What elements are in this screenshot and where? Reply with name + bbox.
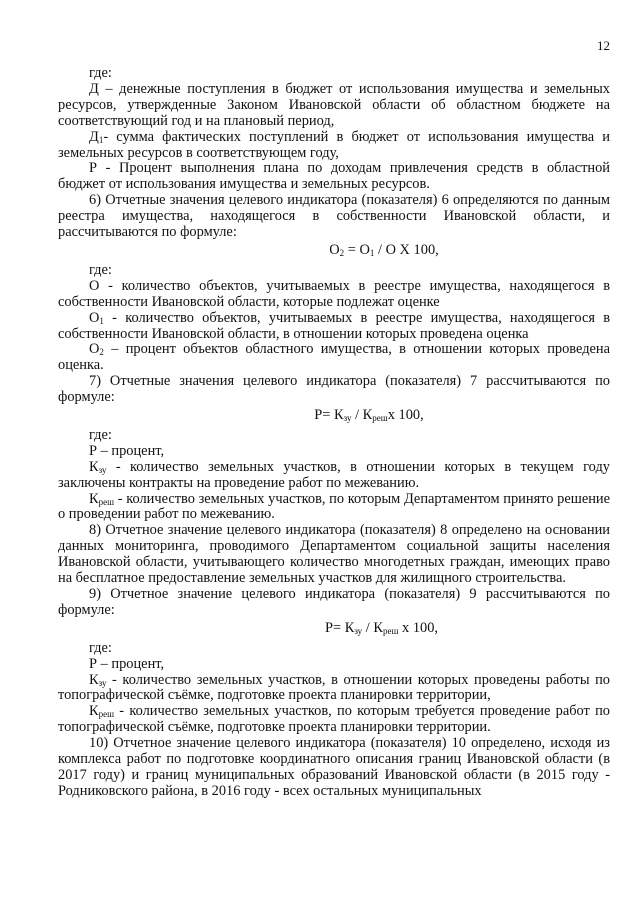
text-run: К xyxy=(89,458,99,475)
paragraph-indicator-9: 9) Отчетное значение целевого индикатора (показателя) 9 рассчитываются по формуле: xyxy=(58,586,610,618)
text-run: - количество земельных участков, в отношении которых в текущем году заключены контракты на проведение работ по межеванию. xyxy=(58,458,610,491)
subscript: 1 xyxy=(99,315,104,326)
paragraph-where-4: где: xyxy=(89,639,112,656)
subscript: 1 xyxy=(369,247,375,258)
text-run: - количество земельных участков, по которым Департаментом принято решение о проведении работ по межеванию. xyxy=(58,490,610,523)
subscript: 2 xyxy=(99,347,104,358)
formula-indicator-6 xyxy=(58,243,610,259)
subscript: зу xyxy=(98,464,107,475)
text-run: / О Х 100, xyxy=(374,241,439,258)
subscript: зу xyxy=(98,677,107,688)
text-run: – процент объектов областного имущества, в отношении которых проведена оценка. xyxy=(58,341,610,374)
text-run: О xyxy=(329,241,340,258)
text-run: Р= К xyxy=(314,407,344,424)
page-number: 12 xyxy=(597,38,610,53)
text-run: - количество объектов, учитываемых в реестре имущества, находящегося в собственности Ивановской области, в отношении которых проведена оценка xyxy=(58,309,610,342)
formula-indicator-9 xyxy=(58,621,610,637)
paragraph-percent-1: Р – процент, xyxy=(89,442,165,459)
text-run: / К xyxy=(362,619,383,636)
paragraph-indicator-7: 7) Отчетные значения целевого индикатора (показателя) 7 рассчитываются по формуле: xyxy=(58,373,610,406)
paragraph-indicator-8: 8) Отчетное значение целевого индикатора (показателя) 8 определено на основании данных мониторинга, проводимого Департаментом социальной защиты населения Ивановской области, учитывающего количество многодетных граждан, имеющих право на бесплатное предоставление земельных участков для жилищного строительства. xyxy=(58,522,610,587)
paragraph-kresh-definition-2 xyxy=(58,704,610,736)
subscript: зу xyxy=(343,413,352,424)
paragraph-where-1: где: xyxy=(89,65,112,81)
subscript: реш xyxy=(382,625,399,636)
paragraph-kzu-definition-2 xyxy=(58,673,610,705)
document-body xyxy=(58,66,610,800)
paragraph-kresh-definition-1 xyxy=(58,492,610,524)
subscript: зу xyxy=(354,625,363,636)
paragraph-indicator-10: 10) Отчетное значение целевого индикатора (показателя) 10 определено, исходя из комплекса работ по подготовке координатного описания границ Ивановской области (в 2017 году) и границ муниципальных образований Ивановской области (в 2015 году - Родниковского района, в 2016 году - всех остальных муниципальных xyxy=(58,735,610,799)
text-run: К xyxy=(89,671,99,688)
subscript: реш xyxy=(98,709,115,720)
text-run: - количество земельных участков, по которым требуется проведение работ по топографической съёмке, подготовке проекта планировки территории. xyxy=(58,703,610,736)
text-run: = О xyxy=(344,241,370,258)
text-run: К xyxy=(89,490,99,507)
subscript: реш xyxy=(98,496,115,507)
text-run: О xyxy=(89,309,100,326)
text-run: х 100, xyxy=(387,407,424,424)
paragraph-o1-definition xyxy=(58,311,610,343)
paragraph-o-definition: О - количество объектов, учитываемых в реестре имущества, находящегося в собственности Ивановской области, которые подлежат оценке xyxy=(58,277,610,310)
text-run: - количество земельных участков, в отношении которых проведены работы по топографической съёмке, подготовке проекта планировки территории, xyxy=(58,671,610,704)
paragraph-indicator-6: 6) Отчетные значения целевого индикатора (показателя) 6 определяются по данным реестра имущества, находящегося в собственности Ивановской области, и рассчитываются по формуле: xyxy=(58,192,610,241)
subscript: реш xyxy=(372,413,388,424)
formula-indicator-7 xyxy=(58,408,610,424)
paragraph-d-definition: Д – денежные поступления в бюджет от использования имущества и земельных ресурсов, утвержденные Законом Ивановской области об областном бюджете на соответствующий год и на плановый период, xyxy=(58,80,610,129)
text-run: О xyxy=(89,341,100,358)
subscript: 2 xyxy=(339,247,345,258)
text-run: х 100, xyxy=(398,619,438,636)
paragraph-o2-definition xyxy=(58,342,610,374)
paragraph-p-definition: Р - Процент выполнения плана по доходам привлечения средств в областной бюджет от использования имущества и земельных ресурсов. xyxy=(58,160,610,193)
paragraph-percent-2: Р – процент, xyxy=(89,655,165,672)
paragraph-d1-definition xyxy=(58,130,610,162)
paragraph-where-3: где: xyxy=(89,426,112,443)
text-run: / К xyxy=(351,407,373,424)
paragraph-where-2: где: xyxy=(89,261,112,278)
text-run: - сумма фактических поступлений в бюджет от использования имущества и земельных ресурсов в соответствующем году, xyxy=(58,128,610,161)
subscript: 1 xyxy=(98,134,104,145)
text-run: Д xyxy=(89,128,99,145)
text-run: Р= К xyxy=(324,619,355,636)
paragraph-kzu-definition-1 xyxy=(58,460,610,492)
text-run: К xyxy=(89,703,99,720)
